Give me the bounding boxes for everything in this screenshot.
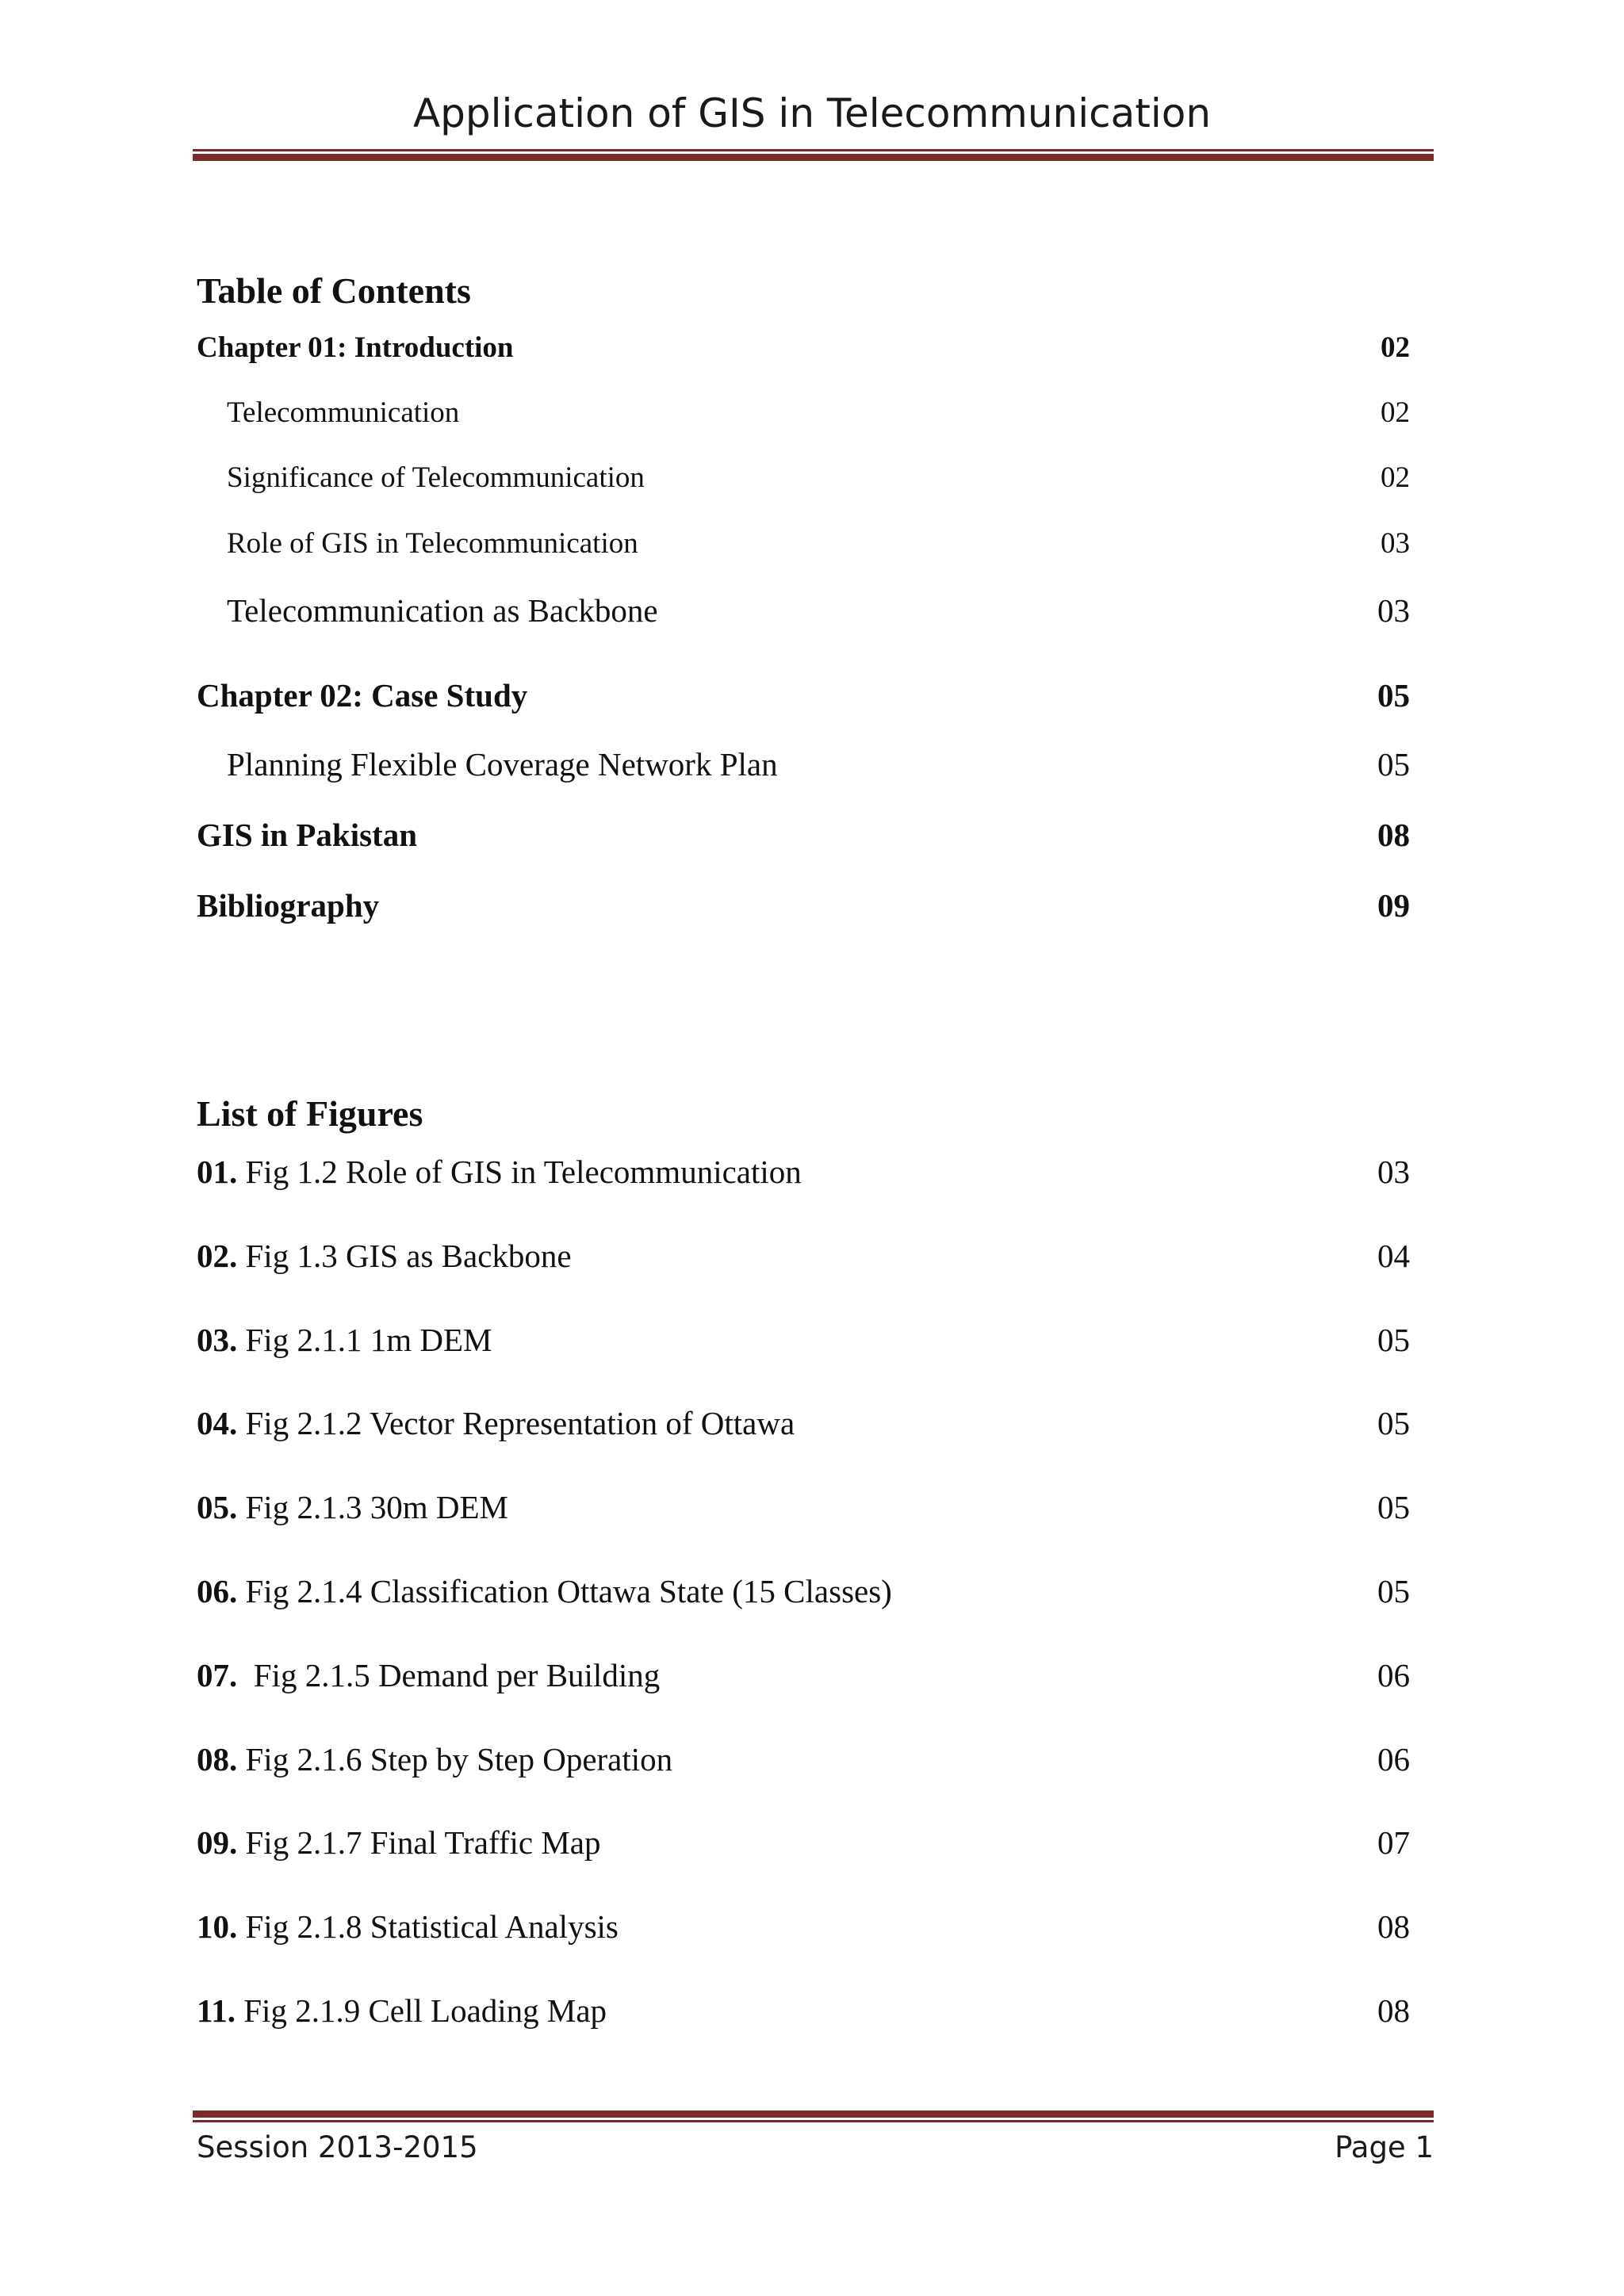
- figure-caption: Fig 2.1.6 Step by Step Operation: [237, 1740, 673, 1777]
- figure-entry-text: [197, 1575, 892, 1608]
- figure-list-entry: [197, 1656, 1410, 1693]
- figure-number: 02.: [197, 1237, 238, 1274]
- figure-number: 04.: [197, 1405, 238, 1442]
- figure-number: 07.: [197, 1656, 238, 1693]
- toc-section-entry: [197, 463, 1410, 492]
- toc-entry-label: Significance of Telecommunication: [227, 461, 645, 494]
- figure-entry-text: [197, 1321, 492, 1358]
- figure-entry-page: 05: [1377, 1405, 1410, 1442]
- figure-entry-text: [197, 1656, 661, 1693]
- figure-entry-text: [197, 1491, 508, 1524]
- figure-caption: Fig 2.1.4 Classification Ottawa State (15 Classes): [237, 1573, 892, 1609]
- figure-number: 09.: [197, 1824, 238, 1862]
- toc-entry-page: 03: [1381, 527, 1410, 560]
- figure-caption: Fig 1.3 GIS as Backbone: [237, 1237, 572, 1274]
- toc-section-entry: [197, 592, 1410, 629]
- toc-entry-page: 02: [1381, 331, 1410, 364]
- figure-entry-page: 05: [1377, 1489, 1410, 1526]
- toc-entry-page: 02: [1381, 396, 1410, 429]
- toc-chapter-entry: [197, 333, 1410, 362]
- toc-entry-page: 05: [1377, 746, 1410, 783]
- figure-entry-page: 05: [1377, 1573, 1410, 1609]
- figure-caption: Fig 1.2 Role of GIS in Telecommunication: [237, 1154, 802, 1190]
- figure-caption: Fig 2.1.3 30m DEM: [237, 1489, 508, 1526]
- toc-entry-page: 02: [1381, 461, 1410, 494]
- figure-entry-page: 04: [1377, 1237, 1410, 1274]
- figure-number: 08.: [197, 1740, 238, 1777]
- figure-number: 01.: [197, 1154, 238, 1190]
- toc-entry-page: 08: [1377, 817, 1410, 853]
- toc-chapter-entry: [197, 819, 1410, 851]
- header-rule: [193, 149, 1434, 161]
- figure-list-entry: [197, 1156, 1410, 1188]
- toc-entry-label: Telecommunication: [227, 396, 460, 429]
- toc-section-entry: [197, 748, 1410, 781]
- figure-caption: Fig 2.1.1 1m DEM: [237, 1321, 492, 1358]
- figure-caption: Fig 2.1.7 Final Traffic Map: [237, 1824, 601, 1862]
- figure-entry-page: 03: [1377, 1154, 1410, 1190]
- figure-number: 05.: [197, 1489, 238, 1526]
- toc-entry-page: 09: [1377, 887, 1410, 924]
- figure-entry-page: 08: [1377, 1992, 1410, 2029]
- figure-entry-text: [197, 1908, 619, 1946]
- figure-list-entry: [197, 1237, 1410, 1274]
- toc-heading: Table of Contents: [197, 270, 471, 311]
- figure-entry-page: 07: [1377, 1824, 1410, 1862]
- figure-entry-page: 05: [1377, 1321, 1410, 1358]
- figure-entry-text: [197, 1156, 802, 1188]
- figure-caption: Fig 2.1.8 Statistical Analysis: [237, 1908, 619, 1946]
- figure-list-entry: [197, 1824, 1410, 1862]
- figure-entry-text: [197, 1824, 601, 1862]
- figure-caption: Fig 2.1.9 Cell Loading Map: [236, 1992, 607, 2029]
- toc-chapter-entry: [197, 679, 1410, 712]
- figure-list-entry: [197, 1321, 1410, 1358]
- figure-list-entry: [197, 1992, 1410, 2029]
- toc-entry-label: Role of GIS in Telecommunication: [227, 527, 638, 560]
- toc-entry-label: Telecommunication as Backbone: [227, 592, 658, 629]
- toc-section-entry: [197, 398, 1410, 427]
- toc-entry-page: 03: [1377, 592, 1410, 629]
- figure-caption: Fig 2.1.2 Vector Representation of Ottawa: [237, 1405, 795, 1442]
- figure-entry-page: 06: [1377, 1656, 1410, 1693]
- figure-list-entry: [197, 1491, 1410, 1524]
- figure-list-entry: [197, 1407, 1410, 1440]
- page-header-title: Application of GIS in Telecommunication: [412, 90, 1212, 136]
- figure-entry-page: 08: [1377, 1908, 1410, 1946]
- figure-list-entry: [197, 1740, 1410, 1777]
- figure-caption: Fig 2.1.5 Demand per Building: [237, 1656, 661, 1693]
- figure-list-entry: [197, 1575, 1410, 1608]
- toc-entry-label: Chapter 01: Introduction: [197, 331, 514, 364]
- toc-entry-label: Bibliography: [197, 887, 380, 924]
- toc-entry-label: GIS in Pakistan: [197, 817, 417, 853]
- footer-session: Session 2013-2015: [197, 2130, 478, 2164]
- figure-entry-text: [197, 1992, 607, 2029]
- toc-entry-label: Chapter 02: Case Study: [197, 677, 528, 714]
- toc-chapter-entry: [197, 887, 1410, 924]
- toc-section-entry: [197, 529, 1410, 558]
- figure-list-entry: [197, 1908, 1410, 1946]
- footer-page-number: Page 1: [1335, 2130, 1434, 2164]
- toc-entry-page: 05: [1377, 677, 1410, 714]
- figure-entry-text: [197, 1237, 572, 1274]
- toc-entry-label: Planning Flexible Coverage Network Plan: [227, 746, 778, 783]
- figure-entry-page: 06: [1377, 1740, 1410, 1777]
- figure-number: 06.: [197, 1573, 238, 1609]
- footer-rule: [193, 2110, 1434, 2122]
- figure-entry-text: [197, 1740, 673, 1777]
- lof-heading: List of Figures: [197, 1093, 423, 1134]
- figure-number: 03.: [197, 1321, 238, 1358]
- figure-number: 10.: [197, 1908, 238, 1946]
- figure-number: 11.: [197, 1992, 236, 2029]
- figure-entry-text: [197, 1407, 795, 1440]
